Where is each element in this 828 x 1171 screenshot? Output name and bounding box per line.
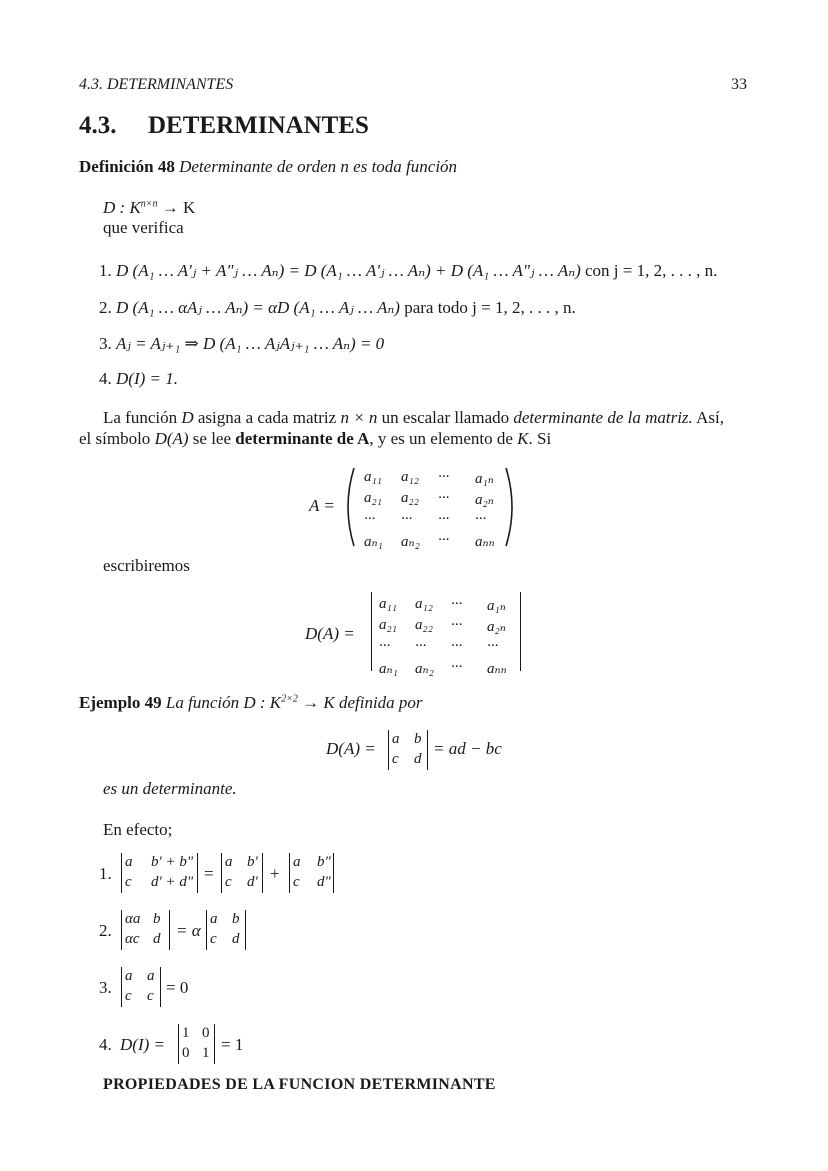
property-formula: D (A₁ … αAⱼ … Aₙ) = αD (A₁ … Aⱼ … Aₙ) (116, 298, 400, 317)
para-math: n × n (340, 408, 378, 427)
matrix-da-entry: a₁ₙ (487, 598, 506, 614)
definition-map (103, 198, 195, 218)
property-number: 1. (99, 261, 112, 280)
check-3-number: 3. (99, 978, 112, 997)
matrix-a-entry: a₁₁ (364, 469, 382, 485)
example-label: Ejemplo 49 (79, 693, 162, 712)
check-2-equals: = α (176, 921, 201, 940)
example-formula-rhs: = ad − bc (433, 739, 502, 758)
det-bar-left (289, 853, 290, 893)
check-1-det-entry: d" (317, 874, 331, 890)
det-bar-right (333, 853, 334, 893)
check-3-det-entry: a (147, 968, 155, 984)
matrix-da-entry: aₙₙ (487, 661, 507, 677)
det-bar-left (371, 592, 372, 671)
example-formula-lhs: D(A) = (326, 739, 376, 758)
check-3-det-entry: a (125, 968, 133, 984)
example-text: → K definida por (302, 693, 423, 712)
det-bar-right (427, 730, 428, 770)
det-bar-right (262, 853, 263, 893)
para-math: D (181, 408, 194, 427)
matrix-a-entry: ··· (364, 511, 376, 527)
matrix-a-entry: a₁ₙ (475, 471, 494, 487)
property-1 (99, 261, 717, 281)
matrix-da-entry: ··· (451, 617, 463, 633)
matrix-da-entry: aₙ₁ (379, 661, 398, 677)
map-codomain: → K (161, 198, 196, 217)
map-exponent: n×n (140, 198, 158, 210)
check-1-number: 1. (99, 864, 112, 883)
paragraph-line-1 (103, 408, 724, 428)
matrix-da-lhs: D(A) = (305, 624, 355, 643)
det-bar-left (121, 967, 122, 1007)
matrix-da-entry: aₙ₂ (415, 661, 434, 677)
check-3-det-entry: c (125, 988, 132, 1004)
det-bar-left (121, 853, 122, 893)
check-2-det-entry: a (210, 911, 218, 927)
property-number: 3. (99, 334, 112, 353)
check-1-det-entry: c (293, 874, 300, 890)
property-number: 2. (99, 298, 112, 317)
check-1-det-entry: a (125, 854, 133, 870)
det-bar-right (169, 910, 170, 950)
matrix-a-entry: a₁₂ (401, 469, 419, 485)
det-bar-left (178, 1024, 179, 1064)
paragraph-line-2 (79, 429, 551, 449)
para-text: se lee (192, 429, 232, 448)
para-text: un escalar llamado (381, 408, 510, 427)
matrix-a-entry: ··· (438, 469, 450, 485)
matrix-a-entry: ··· (475, 511, 487, 527)
check-2-det-entry: b (232, 911, 240, 927)
example-det-entry: d (414, 751, 422, 767)
matrix-da-entry: a₂₂ (415, 617, 433, 633)
matrix-a-entry: a₂₁ (364, 490, 382, 506)
map-domain: D : K (103, 198, 141, 217)
property-tail: con j = 1, 2, . . . , n. (585, 261, 718, 280)
check-1-plus: + (270, 864, 280, 883)
para-text: . Si (528, 429, 552, 448)
definition-verifies: que verifica (103, 218, 184, 237)
matrix-da-entry: a₁₂ (415, 596, 433, 612)
check-1-det-entry: d' + d" (151, 874, 194, 890)
matrix-a-entry: ··· (438, 532, 450, 548)
property-formula: D(I) = 1. (116, 369, 178, 388)
matrix-da-entry: ··· (451, 659, 463, 675)
para-text: asigna a cada matriz (197, 408, 337, 427)
check-4-lhs: D(I) = (120, 1035, 165, 1054)
page-number: 33 (731, 76, 747, 93)
check-2-det-entry: αa (125, 911, 141, 927)
definition-text: Determinante de orden n es toda función (179, 157, 458, 176)
para-bold: determinante de A (235, 429, 370, 448)
check-1-det-entry: a (293, 854, 301, 870)
check-2-det-entry: b (153, 911, 161, 927)
det-bar-left (121, 910, 122, 950)
check-1-equals: = (204, 864, 214, 883)
definition-label: Definición 48 (79, 157, 175, 176)
section-title: DETERMINANTES (148, 112, 369, 139)
check-1-det-entry: c (125, 874, 132, 890)
property-formula: D (A₁ … A'ⱼ + A"ⱼ … Aₙ) = D (A₁ … A'ⱼ … Aₙ) + D (A₁ … A"ⱼ … Aₙ) (116, 261, 581, 280)
para-text: el símbolo (79, 429, 151, 448)
matrix-da-entry: ··· (379, 638, 391, 654)
matrix-a-entry: ··· (438, 511, 450, 527)
matrix-a-lhs: A = (309, 496, 335, 515)
matrix-da-entry: a₁₁ (379, 596, 397, 612)
escribiremos: escribiremos (103, 556, 190, 575)
definition-block (79, 157, 457, 177)
matrix-a-entry: a₂₂ (401, 490, 419, 506)
matrix-da-entry: ··· (487, 638, 499, 654)
check-2-det-entry: c (210, 931, 217, 947)
check-2-det-entry: d (153, 931, 161, 947)
matrix-da-entry: ··· (451, 638, 463, 654)
example-block (79, 693, 423, 713)
para-text: La función (103, 408, 178, 427)
det-bar-right (245, 910, 246, 950)
example-exponent: 2×2 (281, 693, 298, 705)
check-1-det-entry: b' + b" (151, 854, 194, 870)
check-4-number: 4. (99, 1035, 112, 1054)
check-4-det-entry: 0 (202, 1025, 210, 1041)
example-det-entry: a (392, 731, 400, 747)
para-math: K (517, 429, 529, 448)
check-4-det-entry: 1 (182, 1025, 190, 1041)
check-4-det-entry: 1 (202, 1045, 210, 1061)
para-text: , y es un elemento de (369, 429, 513, 448)
matrix-da-entry: ··· (415, 638, 427, 654)
check-1-det-entry: d' (247, 874, 258, 890)
matrix-a-entry: aₙₙ (475, 534, 495, 550)
check-1-det-entry: b" (317, 854, 331, 870)
example-det-entry: c (392, 751, 399, 767)
det-bar-right (520, 592, 521, 671)
property-tail: para todo j = 1, 2, . . . , n. (404, 298, 576, 317)
para-text: Así, (696, 408, 724, 427)
check-3-det-entry: c (147, 988, 154, 1004)
property-3 (99, 334, 384, 354)
example-det-entry: b (414, 731, 422, 747)
property-4 (99, 369, 178, 389)
running-header-title: 4.3. DETERMINANTES (79, 76, 234, 93)
check-2-det-entry: αc (125, 931, 140, 947)
matrix-a-entry: a₂ₙ (475, 492, 494, 508)
check-3-equals: = 0 (166, 978, 189, 997)
properties-heading: PROPIEDADES DE LA FUNCION DETERMINANTE (103, 1076, 496, 1093)
matrix-da-entry: a₂ₙ (487, 619, 506, 635)
example-conclusion: es un determinante. (103, 779, 237, 798)
check-1-det-entry: c (225, 874, 232, 890)
matrix-a-entry: aₙ₂ (401, 534, 420, 550)
property-number: 4. (99, 369, 112, 388)
check-4-equals: = 1 (221, 1035, 244, 1054)
check-1-det-entry: b' (247, 854, 258, 870)
matrix-da-entry: a₂₁ (379, 617, 397, 633)
property-formula: Aⱼ = Aⱼ₊₁ ⇒ D (A₁ … AⱼAⱼ₊₁ … Aₙ) = 0 (116, 334, 385, 353)
det-bar-left (388, 730, 389, 770)
para-emphasis: determinante de la matriz. (513, 408, 693, 427)
det-bar-right (214, 1024, 215, 1064)
matrix-da-entry: ··· (451, 596, 463, 612)
det-bar-left (206, 910, 207, 950)
check-2-det-entry: d (232, 931, 240, 947)
det-bar-right (160, 967, 161, 1007)
check-1-det-entry: a (225, 854, 233, 870)
para-math: D(A) (154, 429, 189, 448)
en-efecto: En efecto; (103, 820, 173, 839)
example-text: La función D : K (165, 693, 282, 712)
section-number: 4.3. (79, 112, 117, 139)
matrix-a-entry: aₙ₁ (364, 534, 383, 550)
matrix-a-entry: ··· (438, 490, 450, 506)
det-bar-right (197, 853, 198, 893)
property-2 (99, 298, 576, 318)
check-2-number: 2. (99, 921, 112, 940)
check-4-det-entry: 0 (182, 1045, 190, 1061)
det-bar-left (221, 853, 222, 893)
matrix-a-entry: ··· (401, 511, 413, 527)
